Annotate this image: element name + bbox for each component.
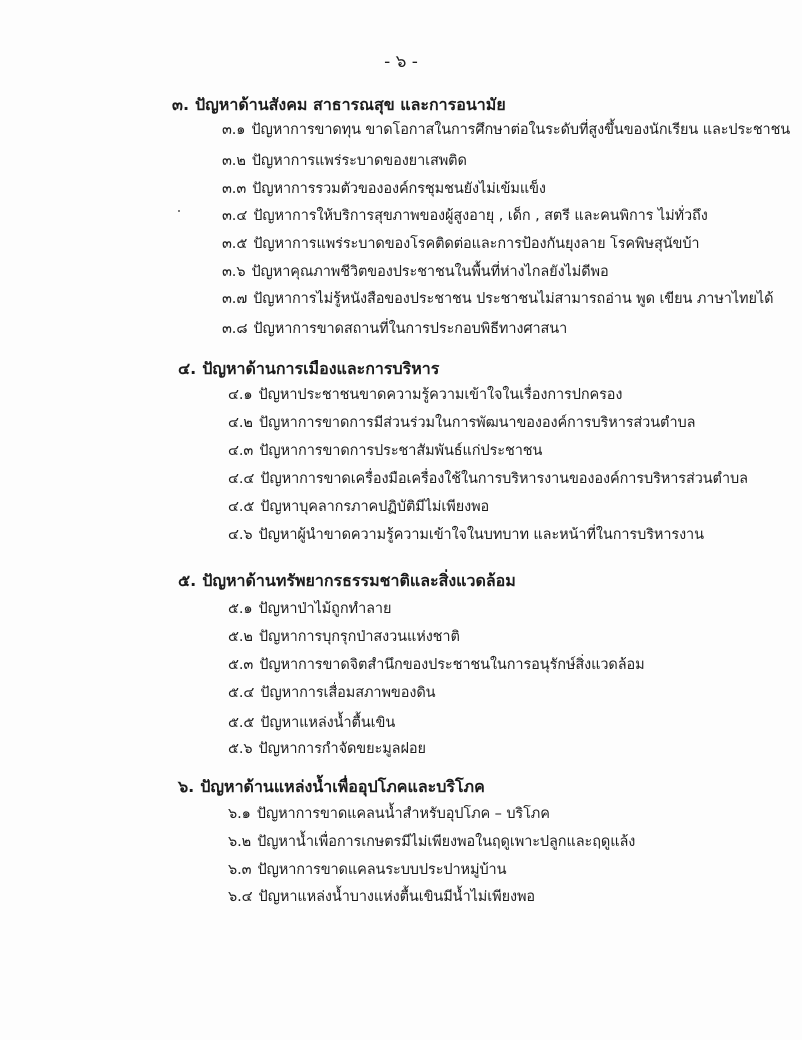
- item-number: ๓.๑: [222, 122, 246, 138]
- item-text: ปัญหาการขาดแคลนระบบประปาหมู่บ้าน: [257, 862, 507, 878]
- item-text: ปัญหาการเสื่อมสภาพของดิน: [260, 685, 436, 701]
- section-heading: [178, 570, 516, 592]
- item-number: ๕.๖: [228, 741, 253, 757]
- item-number: ๔.๑: [228, 387, 253, 403]
- section-heading: [178, 358, 439, 380]
- item-number: ๓.๒: [222, 153, 246, 169]
- list-item: [228, 496, 489, 518]
- list-item: [228, 859, 506, 881]
- item-text: ปัญหาการขาดจิตสำนึกของประชาชนในการอนุรักษ์สิ่งแวดล้อม: [259, 657, 645, 673]
- item-number: ๔.๖: [228, 527, 253, 543]
- item-number: ๕.๓: [228, 657, 254, 673]
- item-text: ปัญหาการแพร่ระบาดของยาเสพติด: [251, 153, 467, 169]
- item-number: ๕.๒: [228, 629, 253, 645]
- item-text: ปัญหาคุณภาพชีวิตของประชาชนในพื้นที่ห่างไกลยังไม่ดีพอ: [251, 264, 609, 280]
- section-number: ๖.: [178, 777, 195, 796]
- item-text: ปัญหาการขาดเครื่องมือเครื่องใช้ในการบริหารงานขององค์การบริหารส่วนตำบล: [260, 471, 748, 487]
- stray-mark: [178, 210, 180, 212]
- section-number: ๓.: [172, 95, 190, 114]
- item-text: ปัญหาแหล่งน้ำบางแห่งตื้นเขินมีน้ำไม่เพียงพอ: [258, 889, 536, 905]
- section-number: ๔.: [178, 359, 197, 378]
- list-item: [228, 803, 550, 825]
- list-item: [222, 233, 699, 255]
- section-heading: [172, 94, 506, 116]
- item-text: ปัญหาการแพร่ระบาดของโรคติดต่อและการป้องกันยุงลาย โรคพิษสุนัขบ้า: [253, 236, 700, 252]
- list-item: [228, 738, 426, 760]
- item-number: ๕.๔: [228, 685, 255, 701]
- item-text: ปัญหาผู้นำขาดความรู้ความเข้าใจในบทบาท และหน้าที่ในการบริหารงาน: [258, 527, 704, 543]
- list-item: [228, 626, 460, 648]
- list-item: [228, 682, 435, 704]
- item-number: ๕.๕: [228, 715, 255, 731]
- item-text: ปัญหาป่าไม้ถูกทำลาย: [258, 601, 392, 617]
- section-title: ปัญหาด้านแหล่งน้ำเพื่ออุปโภคและบริโภค: [200, 777, 485, 796]
- list-item: [228, 440, 542, 462]
- list-item: [228, 412, 695, 434]
- list-item: [222, 288, 773, 310]
- page-number: - ๖ -: [384, 52, 418, 72]
- section-title: ปัญหาด้านการเมืองและการบริหาร: [202, 359, 440, 378]
- section-heading: [178, 776, 485, 798]
- list-item: [228, 654, 645, 676]
- item-number: ๓.๕: [222, 236, 248, 252]
- item-number: ๓.๗: [222, 291, 248, 307]
- item-number: ๕.๑: [228, 601, 253, 617]
- item-text: ปัญหาการขาดการประชาสัมพันธ์แก่ประชาชน: [259, 443, 543, 459]
- list-item: [228, 831, 635, 853]
- item-number: ๔.๕: [228, 499, 255, 515]
- item-number: ๔.๓: [228, 443, 254, 459]
- item-number: ๓.๖: [222, 264, 246, 280]
- section-title: ปัญหาด้านสังคม สาธารณสุข และการอนามัย: [195, 95, 506, 114]
- item-number: ๓.๔: [222, 208, 248, 224]
- item-text: ปัญหาการกำจัดขยะมูลฝอย: [258, 741, 426, 757]
- item-number: ๓.๘: [222, 321, 248, 337]
- item-text: ปัญหาการรวมตัวขององค์กรชุมชนยังไม่เข้มแข็ง: [252, 181, 546, 197]
- section-title: ปัญหาด้านทรัพยากรธรรมชาติและสิ่งแวดล้อม: [202, 571, 516, 590]
- item-number: ๖.๑: [228, 806, 251, 822]
- item-text: ปัญหาบุคลากรภาคปฏิบัติมีไม่เพียงพอ: [260, 499, 490, 515]
- item-text: ปัญหาการขาดทุน ขาดโอกาสในการศึกษาต่อในระดับที่สูงขึ้นของนักเรียน และประชาชน: [251, 122, 791, 138]
- item-text: ปัญหาน้ำเพื่อการเกษตรมีไม่เพียงพอในฤดูเพาะปลูกและฤดูแล้ง: [257, 834, 636, 850]
- item-number: ๔.๔: [228, 471, 255, 487]
- item-text: ปัญหาการบุกรุกป่าสงวนแห่งชาติ: [258, 629, 460, 645]
- item-text: ปัญหาการขาดแคลนน้ำสำหรับอุปโภค – บริโภค: [256, 806, 550, 822]
- section-number: ๕.: [178, 571, 197, 590]
- item-text: ปัญหาการให้บริการสุขภาพของผู้สูงอายุ , เด็ก , สตรี และคนพิการ ไม่ทั่วถึง: [253, 208, 708, 224]
- item-number: ๖.๒: [228, 834, 252, 850]
- list-item: [228, 712, 395, 734]
- list-item: [228, 468, 748, 490]
- list-item: [222, 119, 790, 141]
- list-item: [222, 205, 708, 227]
- item-number: ๓.๓: [222, 181, 247, 197]
- list-item: [228, 598, 391, 620]
- item-text: ปัญหาประชาชนขาดความรู้ความเข้าใจในเรื่องการปกครอง: [258, 387, 623, 403]
- list-item: [228, 886, 535, 908]
- item-number: ๖.๔: [228, 889, 253, 905]
- list-item: [222, 318, 567, 340]
- item-text: ปัญหาการขาดสถานที่ในการประกอบพิธีทางศาสนา: [253, 321, 568, 337]
- item-text: ปัญหาการไม่รู้หนังสือของประชาชน ประชาชนไม่สามารถอ่าน พูด เขียน ภาษาไทยได้: [253, 291, 774, 307]
- item-text: ปัญหาการขาดการมีส่วนร่วมในการพัฒนาขององค์การบริหารส่วนตำบล: [258, 415, 696, 431]
- item-number: ๔.๒: [228, 415, 253, 431]
- list-item: [222, 178, 546, 200]
- list-item: [222, 261, 609, 283]
- list-item: [222, 150, 467, 172]
- item-number: ๖.๓: [228, 862, 252, 878]
- item-text: ปัญหาแหล่งน้ำตื้นเขิน: [260, 715, 396, 731]
- list-item: [228, 384, 622, 406]
- list-item: [228, 524, 704, 546]
